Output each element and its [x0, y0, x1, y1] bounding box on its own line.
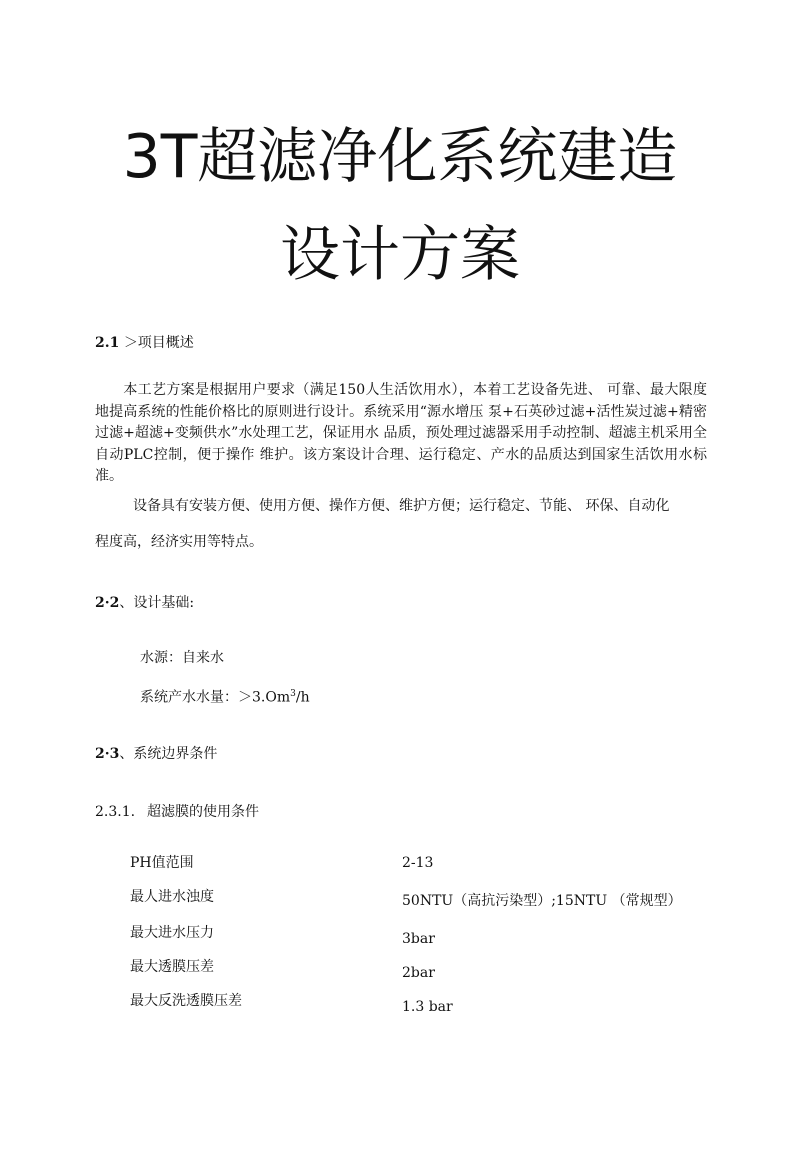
- section-number: 2·2: [95, 595, 120, 611]
- param-value: 1.3 bar: [402, 999, 453, 1015]
- param-name: 最大进水压力: [130, 925, 214, 941]
- table-row: [130, 852, 690, 874]
- subsection-title: 超滤膜的使用条件: [147, 804, 259, 820]
- overview-text: 本工艺方案是根据用户要求（满足150人生活饮用水），本着工艺设备先进、 可靠、最大限度地提高系统的性能价格比的原则进行设计。系统采用“源水增压 泵+石英砂过滤+活性炭过滤+精密过滤+超滤+变频供水”水处理工艺，保证用水 品质，预处理过滤器采用手动控制、超滤主机采用全自动PLC控制，便于操作 维护。该方案设计合理、运行稳定、产水的品质达到国家生活饮用水标准。: [95, 382, 707, 484]
- output-label: 系统产水水量：: [140, 689, 238, 706]
- param-value: 2-13: [402, 855, 434, 871]
- document-title-line1: 3T超滤净化系统建造: [122, 122, 678, 192]
- overview-paragraph: [95, 380, 707, 488]
- param-value: 50NTU（高抗污染型）;15NTU （常规型）: [402, 893, 682, 909]
- features-line-2: 程度高，经济实用等特点。: [95, 534, 263, 550]
- table-row: [130, 956, 690, 981]
- section-2-3-heading: [95, 744, 217, 764]
- section-number: 2.1: [95, 335, 120, 351]
- section-title: ＞项目概述: [123, 335, 194, 351]
- output-unit: /h: [295, 689, 310, 706]
- section-2-2-heading: [95, 593, 194, 613]
- param-name: PH值范围: [130, 855, 194, 871]
- param-name: 最大反洗透膜压差: [130, 993, 242, 1009]
- param-name: 最人进水浊度: [130, 889, 214, 905]
- output-superscript: 3: [290, 689, 296, 699]
- system-output: [140, 684, 310, 708]
- section-2-3-1-heading: [95, 802, 259, 822]
- output-value: ＞3.Om: [238, 689, 291, 706]
- subsection-number: 2.3.1.: [95, 804, 136, 820]
- table-row: [130, 990, 690, 1015]
- param-value: 2bar: [402, 965, 435, 981]
- param-value: 3bar: [402, 931, 435, 947]
- section-title: 、系统边界条件: [119, 746, 218, 762]
- section-title: 、设计基础:: [119, 595, 195, 611]
- table-row: [130, 886, 690, 908]
- param-name: 最大透膜压差: [130, 959, 214, 975]
- document-title-line2: 设计方案: [280, 220, 520, 290]
- water-source: 水源：自来水: [140, 650, 224, 666]
- features-line-1: 设备具有安装方便、使用方便、操作方便、维护方便；运行稳定、节能、 环保、自动化: [133, 498, 670, 514]
- section-number: 2·3: [95, 746, 120, 762]
- section-2-1-heading: [95, 333, 194, 353]
- table-row: [130, 922, 690, 947]
